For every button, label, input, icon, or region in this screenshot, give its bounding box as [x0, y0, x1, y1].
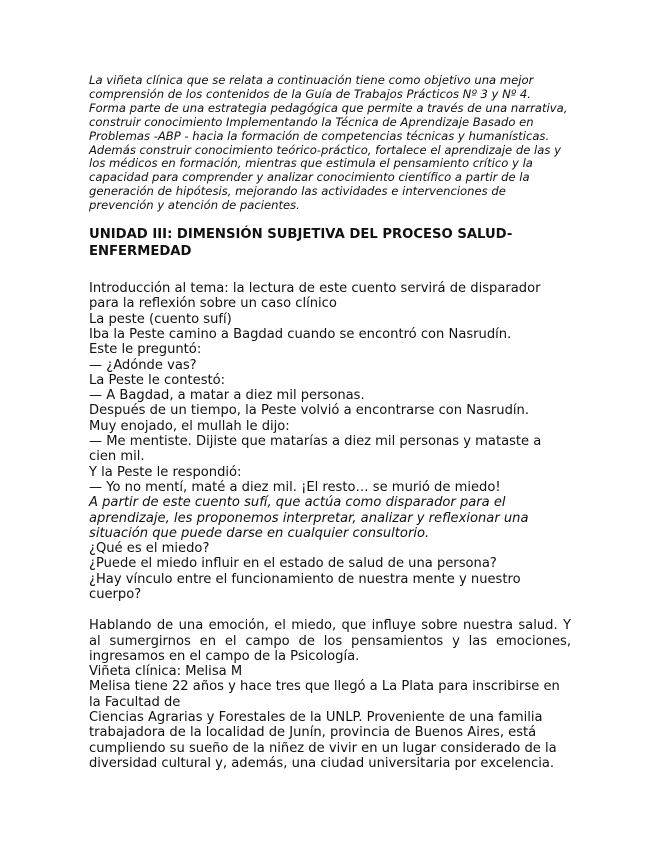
story-line: Y la Peste le respondió: [89, 464, 242, 480]
story-line: — Yo no mentí, maté a diez mil. ¡El resto… se murió de miedo! [89, 479, 501, 495]
intro-block [89, 74, 571, 213]
section-spacer [89, 602, 571, 618]
question-item: ¿Qué es el miedo? [89, 541, 210, 557]
question-item: ¿Hay vínculo entre el funcionamiento de nuestra mente y nuestro cuerpo? [89, 571, 521, 602]
vignette-line-2: Ciencias Agrarias y Forestales de la UNLP. Proveniente de una familia trabajadora de la localidad de Junín, provincia de Buenos Aires, está cumpliendo su sueño de la niñez de vivir en un lugar considerado de la diversidad cultural y, además, una ciudad universitaria por excelencia. [89, 710, 557, 771]
story-block [89, 281, 571, 602]
vignette-block [89, 618, 571, 771]
story-line: Iba la Peste camino a Bagdad cuando se encontró con Nasrudín. [89, 326, 512, 342]
story-line: La Peste le contestó: [89, 372, 226, 388]
story-line: Muy enojado, el mullah le dijo: [89, 418, 290, 434]
story-line: — ¿Adónde vas? [89, 357, 197, 373]
intro-paragraph-2: Además construir conocimiento teórico-práctico, fortalece el aprendizaje de las y los médicos en formación, mientras que estimula el pensamiento crítico y la capacidad para comprender y analizar conocimiento científico a partir de la generación de hipótesis, mejorando las actividades e intervenciones de prevención y atención de pacientes. [89, 142, 561, 213]
question-item: ¿Puede el miedo influir en el estado de salud de una persona? [89, 556, 497, 572]
unit-title: UNIDAD III: DIMENSIÓN SUBJETIVA DEL PROCESO SALUD-ENFERMEDAD [89, 227, 513, 259]
story-intro-line: Introducción al tema: la lectura de este cuento servirá de disparador para la reflexión sobre un caso clínico [89, 281, 541, 312]
story-line: — Me mentiste. Dijiste que matarías a diez mil personas y mataste a cien mil. [89, 434, 542, 465]
vignette-line-1: Melisa tiene 22 años y hace tres que llegó a La Plata para inscribirse en la Facultad de [89, 679, 560, 710]
story-title: La peste (cuento sufí) [89, 311, 232, 327]
story-reflection: A partir de este cuento sufí, que actúa como disparador para el aprendizaje, les proponemos interpretar, analizar y reflexionar una situación que puede darse en cualquier consultorio. [89, 495, 529, 541]
vignette-title: Viñeta clínica: Melisa M [89, 664, 243, 680]
story-line: Este le preguntó: [89, 342, 202, 358]
story-line: — A Bagdad, a matar a diez mil personas. [89, 388, 365, 404]
intro-paragraph-1: La viñeta clínica que se relata a continuación tiene como objetivo una mejor comprensión de los contenidos de la Guía de Trabajos Prácticos Nº 3 y Nº 4. Forma parte de una estrategia pedagógica que permite a través de una narrativa, construir conocimiento Implementando la Técnica de Aprendizaje Basado en Problemas -ABP - hacia la formación de competencias técnicas y humanísticas. [89, 73, 568, 143]
emotion-paragraph: Hablando de una emoción, el miedo, que influye sobre nuestra salud. Y al sumergirnos en el campo de los pensamientos y las emociones, ingresamos en el campo de la Psicología. [89, 618, 571, 664]
story-line: Después de un tiempo, la Peste volvió a encontrarse con Nasrudín. [89, 403, 529, 419]
document-page [89, 74, 571, 771]
